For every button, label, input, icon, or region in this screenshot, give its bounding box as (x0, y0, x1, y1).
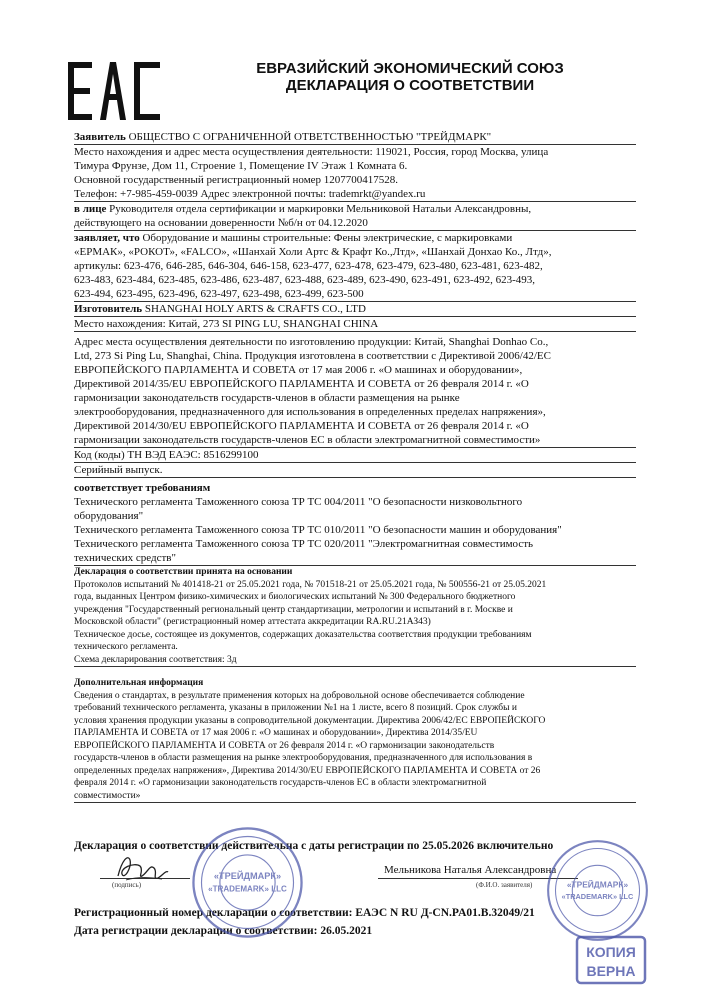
person-line: Руководителя отдела сертификации и маркировки Мельниковой Натальи Александровны, (106, 203, 532, 215)
manufacturer-location-line: Место нахождения: Китай, 273 SI PING LU, SHANGHAI CHINA (74, 318, 379, 330)
person-line: действующего на основании доверенности №б/н от 04.12.2020 (74, 217, 368, 229)
title-declaration: ДЕКЛАРАЦИЯ О СООТВЕТСТВИИ (285, 77, 535, 94)
manufacturer-location (74, 317, 636, 332)
document-title (200, 60, 620, 94)
manufacturer-line: электрооборудования, предназначенного для использования в определенных пределах напряжения», (74, 406, 546, 418)
validity-statement: Декларация о соответствии действительна с даты регистрации по 25.05.2026 включительно (74, 840, 554, 852)
company-seal-left (190, 825, 305, 940)
basis-line: учреждения "Государственный региональный центр стандартизации, метрологии и испытаний в г. Москве и (74, 604, 513, 615)
applicant-line: Тимура Фрунзе, Дом 11, Строение 1, Помещение IV Этаж 1 Комната 6. (74, 160, 408, 172)
additional-block (74, 677, 636, 803)
svg-text:ВЕРНА: ВЕРНА (586, 963, 636, 979)
svg-text:«TRADEMARK» LLC: «TRADEMARK» LLC (208, 884, 287, 894)
manufacturer-line: ЕВРОПЕЙСКОГО ПАРЛАМЕНТА И СОВЕТА от 17 мая 2006 г. «О машинах и оборудовании», (74, 364, 523, 376)
basis-line: Протоколов испытаний № 401418-21 от 25.05.2021 года, № 701518-21 от 25.05.2021 года, № 500556-21 от 25.05.2021 (74, 579, 547, 590)
declaration-body (74, 130, 636, 803)
manufacturer-line: Директивой 2014/35/EU ЕВРОПЕЙСКОГО ПАРЛАМЕНТА И СОВЕТА от 26 февраля 2014 г. «О (74, 378, 529, 390)
registration-number: Регистрационный номер декларации о соответствии: ЕАЭС N RU Д-CN.PA01.B.32049/21 (74, 907, 535, 919)
declares-line: артикулы: 623-476, 646-285, 646-304, 646-158, 623-477, 623-478, 623-479, 623-480, 623-481, 623-482, (74, 260, 543, 272)
signature-caption: (подпись) (112, 881, 142, 889)
manufacturer-line: Ltd, 273 Si Ping Lu, Shanghai, China. Продукция изготовлена в соответствии с Директивой 2006/42/EC (74, 350, 551, 362)
additional-line: Сведения о стандартах, в результате применения которых на добровольной основе обеспечивается соблюдение (74, 690, 525, 701)
applicant-block (74, 130, 636, 145)
basis-line: года, выданных Центром физико-химических и биологических испытаний № 300 Федерального бюджетного (74, 592, 516, 602)
registration-date: Дата регистрации декларации о соответствии: 26.05.2021 (74, 925, 373, 937)
declares-block (74, 231, 636, 302)
basis-block (74, 566, 636, 667)
requirements-label: соответствует требованиям (74, 482, 211, 494)
manufacturer-name: SHANGHAI HOLY ARTS & CRAFTS CO., LTD (142, 303, 366, 315)
manufacturer-line: гармонизации законодательств государств-членов ЕС в области электромагнитной совместимости» (74, 434, 541, 446)
person-block (74, 202, 636, 231)
additional-line: совместимости» (74, 790, 141, 801)
eac-logo (66, 60, 166, 122)
requirements-line: технических средств" (74, 552, 176, 564)
manufacturer-label: Изготовитель (74, 303, 143, 315)
manufacturer-line: Директивой 2014/30/EU ЕВРОПЕЙСКОГО ПАРЛАМЕНТА И СОВЕТА от 26 февраля 2014 г. «О (74, 420, 529, 432)
company-seal-right (545, 838, 650, 943)
tnved-line: Код (коды) ТН ВЭД ЕАЭС: 8516299100 (74, 449, 259, 461)
title-union: ЕВРАЗИЙСКИЙ ЭКОНОМИЧЕСКИЙ СОЮЗ (256, 60, 564, 77)
basis-line: технического регламента. (74, 642, 178, 652)
manufacturer-line: гармонизации законодательств государств-членов в области размещения на рынке (74, 392, 460, 404)
declares-line: «ЕРМАК», «РОКОТ», «FALCO», «Шанхай Холи Артс & Крафт Ко.,Лтд», «Шанхай Донхао Ко., Лтд», (74, 246, 552, 258)
additional-line: требований технического регламента, указаны в приложении №1 на 1 листе, всего 8 позиций. Срок службы и (74, 703, 517, 713)
basis-line: Техническое досье, состоящее из документов, содержащих доказательства соответствия продукции требованиям (74, 629, 532, 640)
signer-caption: (Ф.И.О. заявителя) (476, 881, 533, 889)
applicant-line: Основной государственный регистрационный номер 1207700417528. (74, 174, 399, 186)
additional-label: Дополнительная информация (74, 678, 204, 688)
applicant-name: ОБЩЕСТВО С ОГРАНИЧЕННОЙ ОТВЕТСТВЕННОСТЬЮ "ТРЕЙДМАРК" (125, 131, 492, 143)
basis-line: Московской области" (регистрационный номер аттестата аккредитации RA.RU.21АЗ43) (74, 617, 431, 627)
svg-text:«ТРЕЙДМАРК»: «ТРЕЙДМАРК» (566, 879, 629, 890)
manufacturer-line: Адрес места осуществления деятельности по изготовлению продукции: Китай, Shanghai Donhao Co., (74, 336, 549, 348)
svg-text:«ТРЕЙДМАРК»: «ТРЕЙДМАРК» (213, 871, 282, 882)
declares-label: заявляет, что (74, 232, 140, 244)
serial-block (74, 463, 636, 478)
manufacturer-details (74, 335, 636, 448)
applicant-line: Телефон: +7-985-459-0039 Адрес электронной почты: trademrkt@yandex.ru (74, 188, 426, 200)
svg-text:КОПИЯ: КОПИЯ (586, 944, 636, 960)
requirements-line: оборудования" (74, 510, 144, 522)
requirements-line: Технического регламента Таможенного союза ТР ТС 020/2011 "Электромагнитная совместимость (74, 538, 534, 550)
serial-line: Серийный выпуск. (74, 464, 163, 476)
declares-line: 623-494, 623-495, 623-496, 623-497, 623-498, 623-499, 623-500 (74, 288, 364, 300)
applicant-details (74, 145, 636, 202)
manufacturer-block (74, 302, 636, 317)
additional-line: ЕВРОПЕЙСКОГО ПАРЛАМЕНТА И СОВЕТА от 26 февраля 2014 г. «О гармонизации законодательств (74, 740, 495, 751)
declares-line: Оборудование и машины строительные: Фены электрические, с маркировками (139, 232, 513, 244)
additional-line: определенных пределах напряжения», Директива 2014/30/EU ЕВРОПЕЙСКОГО ПАРЛАМЕНТА И СОВЕТА от 26 (74, 765, 541, 776)
signer-name: Мельникова Наталья Александровна (384, 864, 557, 876)
applicant-label: Заявитель (74, 131, 126, 143)
additional-line: условия хранения продукции указаны в сопроводительной документации. Директива 2006/42/EC ЕВРОПЕЙСКОГО (74, 715, 546, 726)
tnved-code (74, 448, 636, 463)
basis-line: Схема декларирования соответствия: 3д (74, 654, 237, 665)
additional-line: ПАРЛАМЕНТА И СОВЕТА от 17 мая 2006 г. «О машинах и оборудовании», Директива 2014/35/EU (74, 728, 478, 738)
copy-verified-stamp (575, 935, 647, 985)
additional-line: государств-членов в области размещения на рынке электрооборудования, предназначенного для использования в (74, 753, 533, 763)
applicant-line: Место нахождения и адрес места осуществления деятельности: 119021, Россия, город Москва, улица (74, 146, 549, 158)
requirements-line: Технического регламента Таможенного союза ТР ТС 010/2011 "О безопасности машин и оборудования" (74, 524, 562, 536)
svg-text:«TRADEMARK» LLC: «TRADEMARK» LLC (561, 891, 634, 901)
declares-line: 623-483, 623-484, 623-485, 623-486, 623-487, 623-488, 623-489, 623-490, 623-491, 623-492, 623-493, (74, 274, 536, 286)
requirements-block (74, 481, 636, 566)
additional-line: февраля 2014 г. «О гармонизации законодательств государств-членов ЕС в области электромагнитной (74, 778, 487, 788)
requirements-line: Технического регламента Таможенного союза ТР ТС 004/2011 "О безопасности низковольтного (74, 496, 523, 508)
basis-label: Декларация о соответствии принята на основании (74, 567, 293, 577)
person-label: в лице (74, 203, 107, 215)
